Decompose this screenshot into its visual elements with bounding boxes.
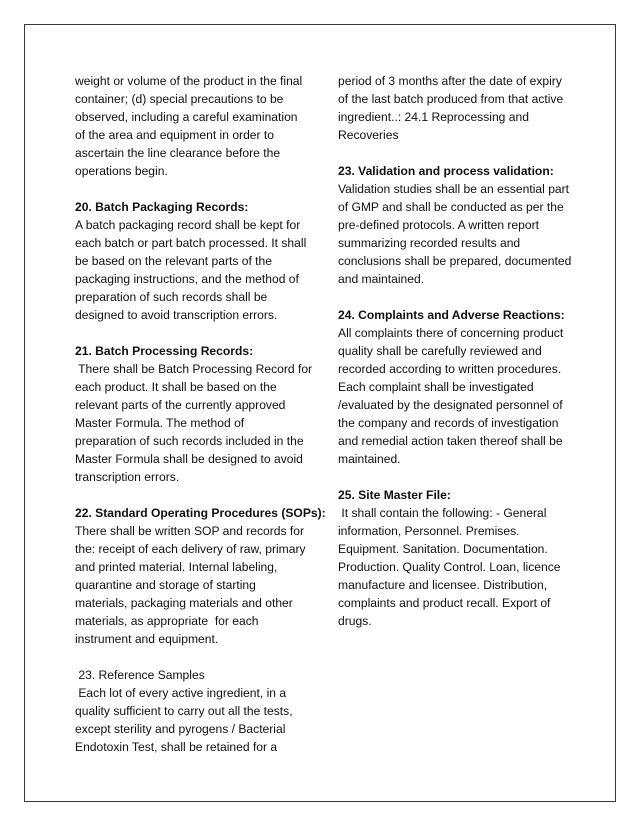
text-line: operations begin. xyxy=(75,164,168,178)
paragraph-gap xyxy=(75,180,311,198)
text-line: /evaluated by the designated personnel of xyxy=(338,398,563,412)
paragraph-gap xyxy=(338,144,564,162)
text-line: It shall contain the following: - General xyxy=(338,506,547,520)
text-line: conclusions shall be prepared, documented xyxy=(338,254,572,268)
text-line: and printed material. Internal labeling, xyxy=(75,560,278,574)
text-line: maintained. xyxy=(338,452,401,466)
text-line: period of 3 months after the date of expiry xyxy=(338,74,562,88)
text-line: transcription errors. xyxy=(75,470,180,484)
text-line: information, Personnel. Premises. xyxy=(338,524,520,538)
text-line: ascertain the line clearance before the xyxy=(75,146,281,160)
text-line: designed to avoid transcription errors. xyxy=(75,308,278,322)
text-line: materials, as appropriate for each xyxy=(75,614,259,628)
text-line: Master Formula shall be designed to avoid xyxy=(75,452,303,466)
paragraph-gap xyxy=(338,288,564,306)
section-heading: 20. Batch Packaging Records: xyxy=(75,200,249,214)
text-line: Equipment. Sanitation. Documentation. xyxy=(338,542,548,556)
text-line: Recoveries xyxy=(338,128,399,142)
text-line: A batch packaging record shall be kept for xyxy=(75,218,301,232)
text-line: 23. Reference Samples xyxy=(75,668,205,682)
text-line: each batch or part batch processed. It shall xyxy=(75,236,307,250)
text-line: and maintained. xyxy=(338,272,425,286)
text-line: except sterility and pyrogens / Bacterial xyxy=(75,722,286,736)
text-line: There shall be written SOP and records for xyxy=(75,524,304,538)
section-heading: 22. Standard Operating Procedures (SOPs): xyxy=(75,506,326,520)
text-line: There shall be Batch Processing Record for xyxy=(75,362,313,376)
section-heading: 24. Complaints and Adverse Reactions: xyxy=(338,308,565,322)
text-line: packaging instructions, and the method of xyxy=(75,272,299,286)
text-line: Validation studies shall be an essential part xyxy=(338,182,570,196)
text-line: each product. It shall be based on the xyxy=(75,380,277,394)
text-line: preparation of such records included in the xyxy=(75,434,304,448)
paragraph-gap xyxy=(75,648,311,666)
text-line: recorded according to written procedures. xyxy=(338,362,562,376)
text-line: complaints and product recall. Export of xyxy=(338,596,551,610)
text-line: of the last batch produced from that active xyxy=(338,92,564,106)
text-line: observed, including a careful examination xyxy=(75,110,298,124)
text-line: preparation of such records shall be xyxy=(75,290,268,304)
text-line: summarizing recorded results and xyxy=(338,236,521,250)
text-line: quality sufficient to carry out all the tests, xyxy=(75,704,293,718)
text-line: Each lot of every active ingredient, in a xyxy=(75,686,287,700)
text-line: quality shall be carefully reviewed and xyxy=(338,344,542,358)
text-line: Production. Quality Control. Loan, licence xyxy=(338,560,561,574)
text-line: of the area and equipment in order to xyxy=(75,128,275,142)
paragraph-gap xyxy=(75,486,311,504)
text-line: of GMP and shall be conducted as per the xyxy=(338,200,564,214)
text-line: ingredient..: 24.1 Reprocessing and xyxy=(338,110,529,124)
text-line: the company and records of investigation xyxy=(338,416,559,430)
text-line: relevant parts of the currently approved xyxy=(75,398,286,412)
text-line: and remedial action taken thereof shall be xyxy=(338,434,563,448)
paragraph-gap xyxy=(338,468,564,486)
section-heading: 21. Batch Processing Records: xyxy=(75,344,254,358)
text-line: Each complaint shall be investigated xyxy=(338,380,534,394)
text-line: weight or volume of the product in the final xyxy=(75,74,303,88)
text-line: All complaints there of concerning product xyxy=(338,326,564,340)
text-line: Endotoxin Test, shall be retained for a xyxy=(75,740,278,754)
paragraph-gap xyxy=(75,324,311,342)
text-line: container; (d) special precautions to be xyxy=(75,92,284,106)
text-line: instrument and equipment. xyxy=(75,632,219,646)
left-text-column xyxy=(75,72,326,756)
text-line: materials, packaging materials and other xyxy=(75,596,293,610)
text-line: quarantine and storage of starting xyxy=(75,578,256,592)
text-line: manufacture and licensee. Distribution, xyxy=(338,578,548,592)
section-heading: 25. Site Master File: xyxy=(338,488,451,502)
text-line: be based on the relevant parts of the xyxy=(75,254,272,268)
text-line: pre-defined protocols. A written report xyxy=(338,218,539,232)
section-heading: 23. Validation and process validation: xyxy=(338,164,554,178)
text-line: Master Formula. The method of xyxy=(75,416,245,430)
text-line: drugs. xyxy=(338,614,372,628)
right-text-column xyxy=(338,72,572,630)
text-line: the: receipt of each delivery of raw, primary xyxy=(75,542,306,556)
